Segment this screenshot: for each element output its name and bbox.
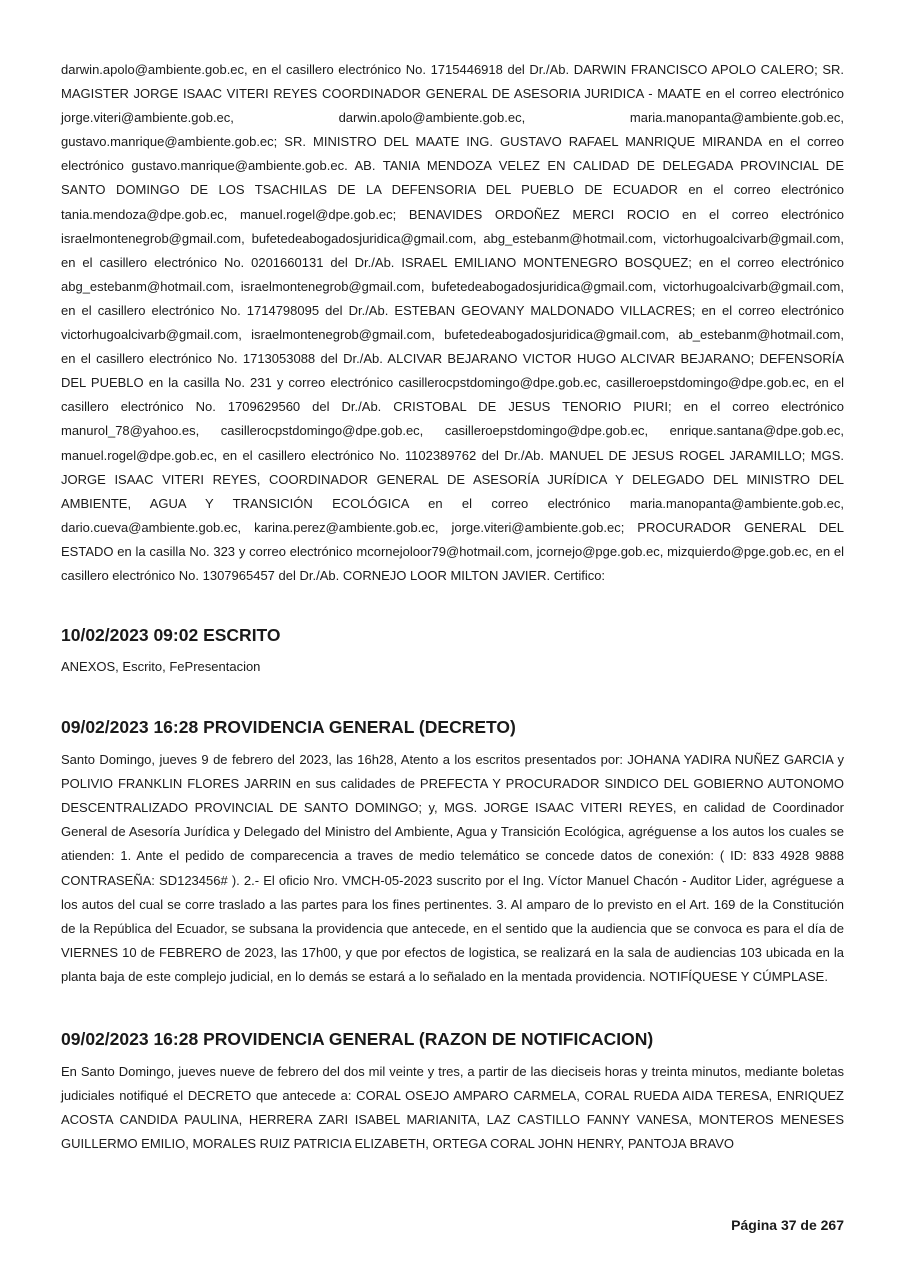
entry-heading-decreto: 09/02/2023 16:28 PROVIDENCIA GENERAL (DECRETO) [61, 717, 516, 738]
entry-body-decreto: Santo Domingo, jueves 9 de febrero del 2023, las 16h28, Atento a los escritos presentados por: JOHANA YADIRA NUÑEZ GARCIA y POLIVIO FRANKLIN FLORES JARRIN en sus calidades de PREFECTA Y PROCURADOR SINDICO DEL GOBIERNO AUTONOMO DESCENTRALIZADO PROVINCIAL DE SANTO DOMINGO; y, MGS. JORGE ISAAC VITERI REYES, en calidad de Coordinador General de Asesoría Jurídica y Delegado del Ministro del Ambiente, Agua y Transición Ecológica, agréguense a los autos los cuales se atienden: 1. Ante el pedido de comparecencia a traves de medio telemático se concede datos de conexión: ( ID: 833 4928 9888 CONTRASEÑA: SD123456# ). 2.- El oficio Nro. VMCH-05-2023 suscrito por el Ing. Víctor Manuel Chacón - Auditor Lider, agréguese a los autos del cual se corre traslado a las partes para los fines pertinentes. 3. Al amparo de lo previsto en el Art. 169 de la Constitución de la República del Ecuador, se subsana la providencia que antecede, en el sentido que la audiencia que se convoca es para el día de VIERNES 10 de FEBRERO de 2023, las 17h00, y que por efectos de logistica, se realizará en la sala de audiencias 103 ubicada en la planta baja de este complejo judicial, en lo demás se estará a lo señalado en la mentada providencia. NOTIFÍQUESE Y CÚMPLASE. [61, 752, 844, 984]
entry-body-escrito: ANEXOS, Escrito, FePresentacion [61, 659, 261, 675]
intro-paragraph: darwin.apolo@ambiente.gob.ec, en el casillero electrónico No. 1715446918 del Dr./Ab. DARWIN FRANCISCO APOLO CALERO; SR. MAGISTER JORGE ISAAC VITERI REYES COORDINADOR GENERAL DE ASESORIA JURIDICA - MAATE en el correo electrónico jorge.viteri@ambiente.gob.ec, darwin.apolo@ambiente.gob.ec, maria.manopanta@ambiente.gob.ec, gustavo.manrique@ambiente.gob.ec; SR. MINISTRO DEL MAATE ING. GUSTAVO RAFAEL MANRIQUE MIRANDA en el correo electrónico gustavo.manrique@ambiente.gob.ec. AB. TANIA MENDOZA VELEZ EN CALIDAD DE DELEGADA PROVINCIAL DE SANTO DOMINGO DE LOS TSACHILAS DE LA DEFENSORIA DEL PUEBLO DE ECUADOR en el correo electrónico tania.mendoza@dpe.gob.ec, manuel.rogel@dpe.gob.ec; BENAVIDES ORDOÑEZ MERCI ROCIO en el correo electrónico israelmontenegrob@gmail.com, bufetedeabogadosjuridica@gmail.com, abg_estebanm@hotmail.com, victorhugoalcivarb@gmail.com, en el casillero electrónico No. 0201660131 del Dr./Ab. ISRAEL EMILIANO MONTENEGRO BOSQUEZ; en el correo electrónico abg_estebanm@hotmail.com, israelmontenegrob@gmail.com, bufetedeabogadosjuridica@gmail.com, victorhugoalcivarb@gmail.com, en el casillero electrónico No. 1714798095 del Dr./Ab. ESTEBAN GEOVANY MALDONADO VILLACRES; en el correo electrónico victorhugoalcivarb@gmail.com, israelmontenegrob@gmail.com, bufetedeabogadosjuridica@gmail.com, ab_estebanm@hotmail.com, en el casillero electrónico No. 1713053088 del Dr./Ab. ALCIVAR BEJARANO VICTOR HUGO ALCIVAR BEJARANO; DEFENSORÍA DEL PUEBLO en la casilla No. 231 y correo electrónico casillerocpstdomingo@dpe.gob.ec, casilleroepstdomingo@dpe.gob.ec, en el casillero electrónico No. 1709629560 del Dr./Ab. CRISTOBAL DE JESUS TENORIO PIURI; en el correo electrónico manurol_78@yahoo.es, casillerocpstdomingo@dpe.gob.ec, casilleroepstdomingo@dpe.gob.ec, enrique.santana@dpe.gob.ec, manuel.rogel@dpe.gob.ec, en el casillero electrónico No. 1102389762 del Dr./Ab. MANUEL DE JESUS ROGEL JARAMILLO; MGS. JORGE ISAAC VITERI REYES, COORDINADOR GENERAL DE ASESORÍA JURÍDICA Y DELEGADO DEL MINISTRO DEL AMBIENTE, AGUA Y TRANSICIÓN ECOLÓGICA en el correo electrónico maria.manopanta@ambiente.gob.ec, dario.cueva@ambiente.gob.ec, karina.perez@ambiente.gob.ec, jorge.viteri@ambiente.gob.ec; PROCURADOR GENERAL DEL ESTADO en la casilla No. 323 y correo electrónico mcornejoloor79@hotmail.com, jcornejo@pge.gob.ec, mizquierdo@pge.gob.ec, en el casillero electrónico No. 1307965457 del Dr./Ab. CORNEJO LOOR MILTON JAVIER. Certifico: [61, 62, 844, 583]
entry-heading-razon: 09/02/2023 16:28 PROVIDENCIA GENERAL (RAZON DE NOTIFICACION) [61, 1029, 654, 1049]
page-number: Página 37 de 267 [731, 1217, 844, 1233]
entry-body-razon: En Santo Domingo, jueves nueve de febrero del dos mil veinte y tres, a partir de las dieciseis horas y treinta minutos, mediante boletas judiciales notifiqué el DECRETO que antecede a: CORAL OSEJO AMPARO CARMELA, CORAL RUEDA AIDA TERESA, ENRIQUEZ ACOSTA CANDIDA PAULINA, HERRERA ZARI ISABEL MARIANITA, LAZ CASTILLO FANNY VANESA, MONTEROS MENESES GUILLERMO EMILIO, MORALES RUIZ PATRICIA ELIZABETH, ORTEGA CORAL JOHN HENRY, PANTOJA BRAVO [61, 1064, 844, 1152]
document-page [61, 58, 844, 1156]
entry-heading-escrito: 10/02/2023 09:02 ESCRITO [61, 625, 281, 646]
